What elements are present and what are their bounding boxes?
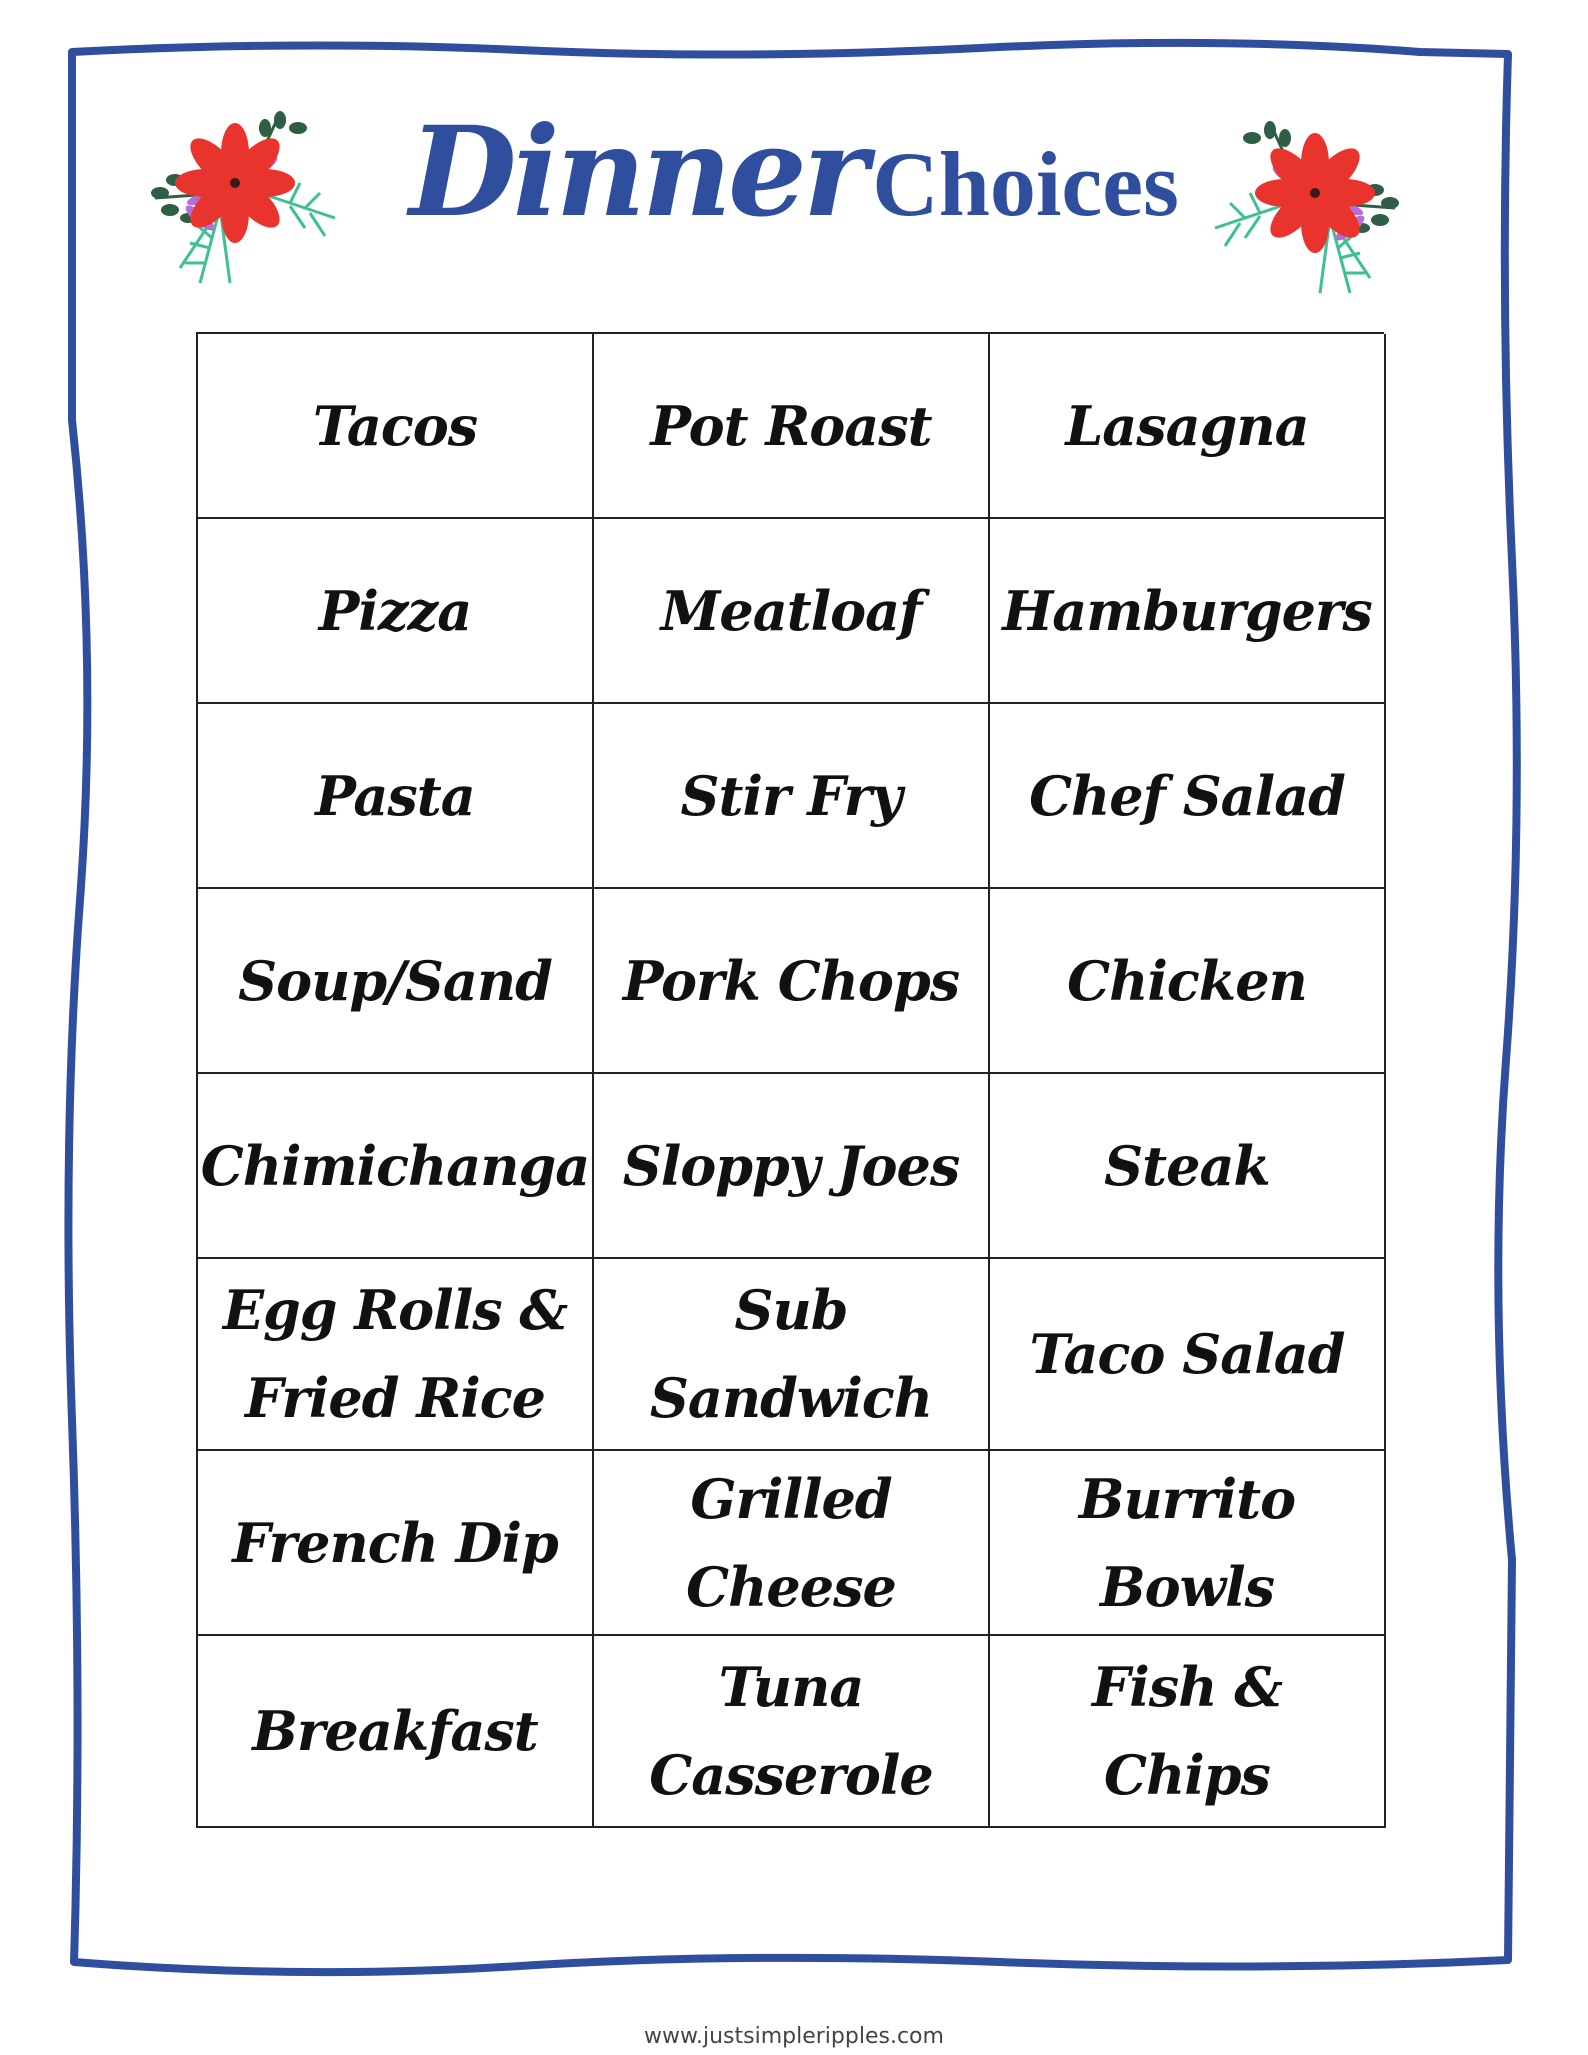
menu-cell [990, 704, 1386, 889]
menu-item-label: Fish & Chips [1091, 1655, 1283, 1807]
menu-item-label: Taco Salad [1029, 1322, 1345, 1386]
title-script-word: Dinner [409, 100, 865, 245]
menu-cell [198, 1259, 594, 1451]
menu-cell [594, 1451, 990, 1636]
menu-item-label: Pork Chops [622, 948, 960, 1013]
menu-item-label: Pasta [315, 763, 475, 828]
menu-item-label: Steak [1104, 1133, 1270, 1198]
menu-cell [990, 1259, 1386, 1451]
menu-item-label: Stir Fry [680, 763, 902, 828]
menu-cell [198, 1074, 594, 1259]
menu-item-label: Sloppy Joes [622, 1133, 960, 1198]
menu-item-label: Burrito Bowls [1078, 1466, 1296, 1619]
menu-cell [594, 889, 990, 1074]
menu-item-label: Sub Sandwich [649, 1278, 933, 1430]
menu-item-label: Breakfast [252, 1699, 538, 1763]
menu-item-label: Lasagna [1065, 393, 1309, 458]
menu-cell [594, 1074, 990, 1259]
menu-cell [990, 519, 1386, 704]
menu-cell [990, 1074, 1386, 1259]
menu-item-label: French Dip [232, 1510, 558, 1575]
menu-cell [198, 704, 594, 889]
menu-cell [990, 334, 1386, 519]
dinner-choices-table [196, 332, 1384, 1828]
menu-item-label: Hamburgers [1002, 578, 1372, 643]
menu-item-label: Pot Roast [650, 393, 932, 458]
page-title [0, 100, 1588, 245]
menu-cell [198, 1636, 594, 1828]
menu-cell [594, 334, 990, 519]
menu-cell [990, 1636, 1386, 1828]
website-footer: www.justsimpleripples.com [644, 2024, 944, 2049]
menu-item-label: Pizza [318, 578, 472, 643]
menu-item-label: Soup/Sand [238, 948, 552, 1013]
menu-item-label: Chicken [1067, 948, 1307, 1013]
menu-item-label: Chimichanga [200, 1133, 590, 1198]
menu-item-label: Tacos [312, 393, 478, 458]
menu-cell [594, 1636, 990, 1828]
menu-item-label: Meatloaf [660, 578, 922, 643]
menu-cell [198, 1451, 594, 1636]
menu-cell [198, 889, 594, 1074]
menu-cell [594, 1259, 990, 1451]
menu-cell [198, 334, 594, 519]
menu-cell [198, 519, 594, 704]
menu-cell [594, 704, 990, 889]
menu-cell [990, 1451, 1386, 1636]
menu-item-label: Chef Salad [1029, 763, 1345, 828]
title-serif-word: Choices [872, 133, 1179, 235]
menu-item-label: Egg Rolls & Fried Rice [222, 1278, 568, 1430]
menu-item-label: Tuna Casserole [649, 1655, 933, 1807]
menu-item-label: Grilled Cheese [686, 1466, 896, 1619]
menu-cell [990, 889, 1386, 1074]
menu-cell [594, 519, 990, 704]
